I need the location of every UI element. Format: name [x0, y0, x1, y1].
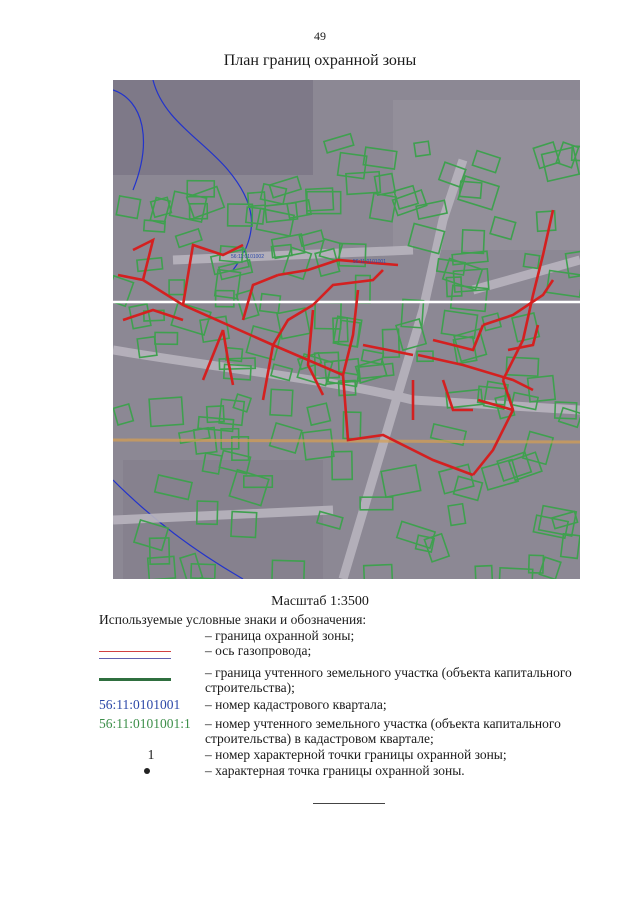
- legend-symbol-point-number: 1: [147, 747, 155, 762]
- page-title: План границ охранной зоны: [223, 52, 417, 69]
- legend-symbol-point: [99, 763, 203, 774]
- legend-text: – граница учтенного земельного участка (объекта капитального строительства);: [205, 665, 589, 695]
- legend-symbol-parcel-boundary: [99, 665, 203, 681]
- legend-item-parcel-boundary: [99, 665, 589, 695]
- map-scale: Масштаб 1:3500: [271, 594, 369, 609]
- legend-text: – номер характерной точки границы охранной зоны;: [205, 747, 589, 762]
- legend-text: – номер кадастрового квартала;: [205, 697, 589, 712]
- legend-text: – ось газопровода;: [205, 643, 589, 658]
- protection-zone-map: [113, 80, 580, 579]
- gas-axis-line: [113, 440, 580, 442]
- block-label: 56:11:0101002: [231, 254, 264, 260]
- point-dot-icon: [144, 768, 150, 774]
- legend-symbol-gas-axis: [99, 643, 203, 659]
- block-label: 56:11:0101001: [353, 259, 386, 265]
- page-number: 49: [314, 29, 326, 43]
- legend-text: – граница охранной зоны;: [205, 628, 589, 643]
- legend-item-parcel-number: [99, 716, 589, 746]
- legend-text: – номер учтенного земельного участка (объекта капитального строительства) в кадастровом квартале;: [205, 716, 589, 746]
- footer-divider: [313, 803, 385, 804]
- legend-symbol-block-number: 56:11:0101001: [99, 697, 181, 712]
- legend-text: – характерная точка границы охранной зоны.: [205, 763, 589, 778]
- legend-heading: Используемые условные знаки и обозначения:: [99, 612, 367, 627]
- legend-symbol-parcel-number: 56:11:0101001:1: [99, 716, 191, 731]
